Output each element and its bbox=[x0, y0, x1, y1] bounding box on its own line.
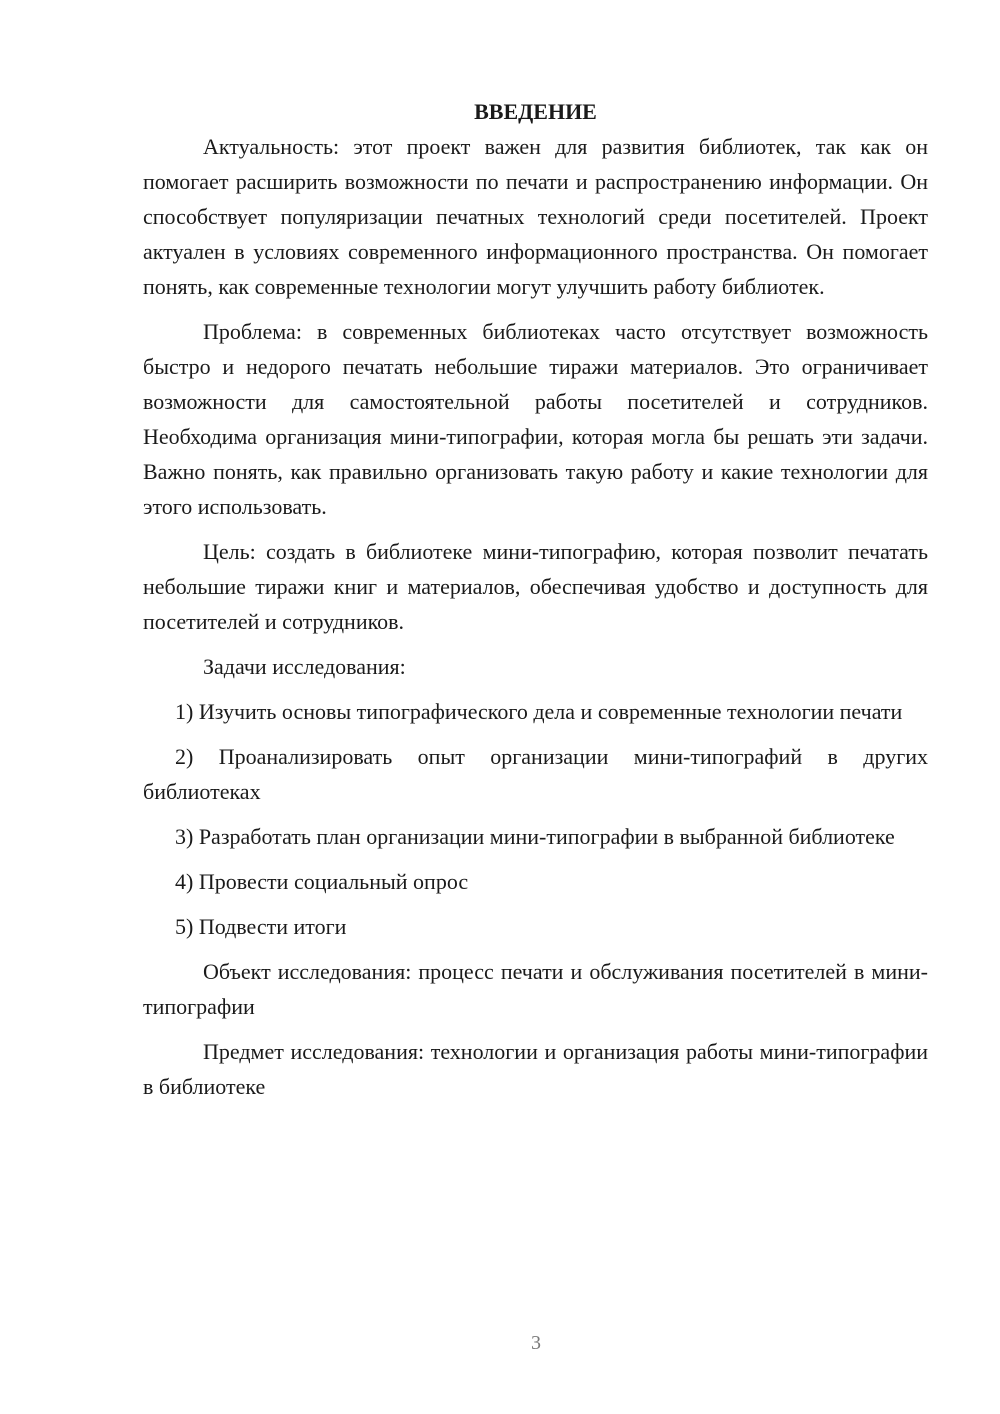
document-page bbox=[143, 94, 928, 1104]
paragraph-object: Объект исследования: процесс печати и обслуживания посетителей в мини-типографии bbox=[143, 959, 928, 1019]
paragraph-relevance: Актуальность: этот проект важен для развития библиотек, так как он помогает расширить возможности по печати и распространению информации. Он способствует популяризации печатных технологий среди посетителей. Проект актуален в условиях современного информационного пространства. Он помогает понять, как современные технологии могут улучшить работу библиотек. bbox=[143, 134, 928, 299]
list-item: 1) Изучить основы типографического дела и современные технологии печати bbox=[175, 699, 903, 724]
list-item: 2) Проанализировать опыт организации мини-типографий в других библиотеках bbox=[143, 744, 928, 804]
paragraph-goal: Цель: создать в библиотеке мини-типографию, которая позволит печатать небольшие тиражи книг и материалов, обеспечивая удобство и доступность для посетителей и сотрудников. bbox=[143, 539, 928, 634]
paragraph-subject: Предмет исследования: технологии и организация работы мини-типографии в библиотеке bbox=[143, 1039, 928, 1099]
list-item: 4) Провести социальный опрос bbox=[175, 869, 469, 894]
paragraph-tasks-heading: Задачи исследования: bbox=[203, 654, 406, 679]
page-title: ВВЕДЕНИЕ bbox=[474, 99, 597, 124]
list-item: 3) Разработать план организации мини-типографии в выбранной библиотеке bbox=[175, 824, 895, 849]
paragraph-problem: Проблема: в современных библиотеках часто отсутствует возможность быстро и недорого печатать небольшие тиражи материалов. Это ограничивает возможности для самостоятельной работы посетителей и сотрудников. Необходима организация мини-типографии, которая могла бы решать эти задачи. Важно понять, как правильно организовать такую работу и какие технологии для этого использовать. bbox=[143, 319, 928, 519]
page-number: 3 bbox=[531, 1332, 541, 1354]
list-item: 5) Подвести итоги bbox=[175, 914, 347, 939]
